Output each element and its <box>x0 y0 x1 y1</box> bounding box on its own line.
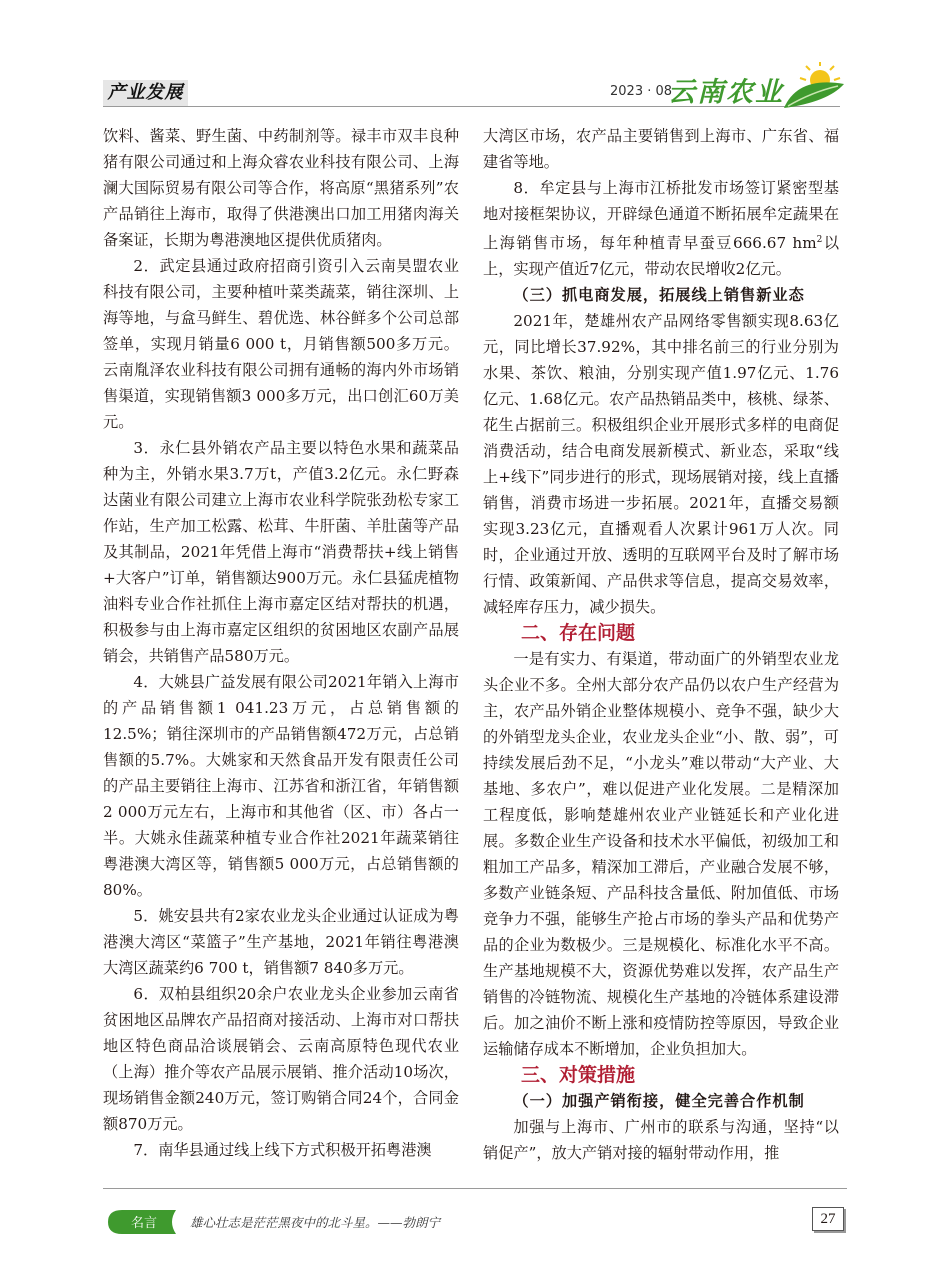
motto-quote: 雄心壮志是茫茫黑夜中的北斗星。——勃朗宁 <box>190 1215 441 1230</box>
paragraph: 5．姚安县共有2家农业龙头企业通过认证成为粤港澳大湾区“菜篮子”生产基地，2021年销往粤港澳大湾区蔬菜约6 700 t，销售额7 840多万元。 <box>103 907 459 977</box>
unit-superscript: 2 <box>816 235 823 245</box>
page-number: 27 <box>812 1207 844 1231</box>
paragraph: 2．武定县通过政府招商引资引入云南昊盟农业科技有限公司，主要种植叶菜类蔬菜，销往深圳、上海等地，与盒马鲜生、碧优选、林谷鲜多个公司总部签单，实现月销量6 000 t，月销售额500多万元。云南胤泽农业科技有限公司拥有通畅的海内外市场销售渠道，实现销售额3 000多万元，出口创汇60万美元。 <box>103 257 459 431</box>
left-column <box>103 123 459 1163</box>
section-heading: 二、存在问题 <box>521 622 636 645</box>
paragraph: 2021年，楚雄州农产品网络零售额实现8.63亿元，同比增长37.92%，其中排名前三的行业分别为水果、茶饮、粮油，分别实现产值1.97亿元、1.76亿元、1.68亿元。农产品热销品类中，核桃、绿茶、花生占据前三。积极组织企业开展形式多样的电商促消费活动，结合电商发展新模式、新业态，采取“线上+线下”同步进行的形式，现场展销对接，线上直播销售，消费市场进一步拓展。2021年，直播交易额实现3.23亿元，直播观看人次累计961万人次。同时，企业通过开放、透明的互联网平台及时了解市场行情、政策新闻、产品供求等信息，提高交易效率，减轻库存压力，减少损失。 <box>483 312 839 617</box>
paragraph: 大湾区市场，农产品主要销售到上海市、广东省、福建省等地。 <box>483 127 839 171</box>
right-column <box>483 123 839 1166</box>
sun-leaf-logo-icon <box>778 62 848 110</box>
paragraph: 饮料、酱菜、野生菌、中药制剂等。禄丰市双丰良种猪有限公司通过和上海众睿农业科技有限公司、上海澜大国际贸易有限公司等合作，将高原“黑猪系列”农产品销往上海市，取得了供港澳出口加工用猪肉海关备案证，长期为粤港澳地区提供优质猪肉。 <box>103 127 459 249</box>
page-header <box>0 0 950 120</box>
paragraph: 一是有实力、有渠道，带动面广的外销型农业龙头企业不多。全州大部分农产品仍以农户生产经营为主，农产品外销企业整体规模小、竞争不强，缺少大的外销型龙头企业，农业龙头企业“小、散、弱”，可持续发展后劲不足，“小龙头”难以带动“大产业、大基地、多农户”，难以促进产业化发展。二是精深加工程度低，影响楚雄州农业产业链延长和产业化进展。多数企业生产设备和技术水平偏低，初级加工和粗加工产品多，精深加工滞后，产业融合发展不够，多数产业链条短、产品科技含量低、附加值低、市场竞争力不强，能够生产抢占市场的拳头产品和优势产品的企业为数极少。三是规模化、标准化水平不高。生产基地规模不大，资源优势难以发挥，农产品生产销售的冷链物流、规模化生产基地的冷链体系建设滞后。加之油价不断上涨和疫情防控等原因，导致企业运输储存成本不断增加，企业负担加大。 <box>483 650 839 1059</box>
item8-text: 8．牟定县与上海市江桥批发市场签订紧密型基地对接框架协议，开辟绿色通道不断拓展牟定蔬果在上海销售市场，每年种植青早蚕豆666.67 hm <box>483 179 839 253</box>
paragraph: 4．大姚县广益发展有限公司2021年销入上海市的产品销售额1 041.23万元，占总销售额的12.5%；销往深圳市的产品销售额472万元，占总销售额的5.7%。大姚家和天然食品开发有限责任公司的产品主要销往上海市、江苏省和浙江省，年销售额2 000万元左右，上海市和其他省（区、市）各占一半。大姚永佳蔬菜种植专业合作社2021年蔬菜销往粤港澳大湾区等，销售额5 000万元，占总销售额的80%。 <box>103 673 459 899</box>
motto-badge <box>108 1210 176 1234</box>
subheading: （一）加强产销衔接，健全完善合作机制 <box>513 1092 805 1111</box>
section-heading: 三、对策措施 <box>521 1064 636 1087</box>
issue-date: 2023 · 08 <box>610 84 673 99</box>
footer-divider <box>103 1188 847 1189</box>
paragraph: 6．双柏县组织20余户农业龙头企业参加云南省贫困地区品牌农产品招商对接活动、上海市对口帮扶地区特色商品洽谈展销会、云南高原特色现代农业（上海）推介等农产品展示展销、推介活动10场次，现场销售金额240万元，签订购销合同24个，合同金额870万元。 <box>103 985 459 1133</box>
paragraph: 7．南华县通过线上线下方式积极开拓粤港澳 <box>133 1141 432 1159</box>
paragraph: 加强与上海市、广州市的联系与沟通，坚持“以销促产”，放大产销对接的辐射带动作用，推 <box>483 1118 839 1163</box>
motto-badge-label: 名言 <box>130 1216 158 1231</box>
paragraph <box>483 175 839 282</box>
subheading: （三）抓电商发展，拓展线上销售新业态 <box>513 286 805 305</box>
magazine-title: 云南农业 <box>668 77 784 108</box>
section-tag: 产业发展 <box>103 80 188 106</box>
item8-tail: 以上，实现产值近7亿元，带动农民增收2亿元。 <box>483 234 840 279</box>
paragraph: 3．永仁县外销农产品主要以特色水果和蔬菜品种为主，外销水果3.7万t，产值3.2亿元。永仁野森达菌业有限公司建立上海市农业科学院张劲松专家工作站，生产加工松露、松茸、牛肝菌、羊肚菌等产品及其制品，2021年凭借上海市“消费帮扶+线上销售+大客户”订单，销售额达900万元。永仁县猛虎植物油料专业合作社抓住上海市嘉定区结对帮扶的机遇，积极参与由上海市嘉定区组织的贫困地区农副产品展销会，共销售产品580万元。 <box>103 439 459 665</box>
